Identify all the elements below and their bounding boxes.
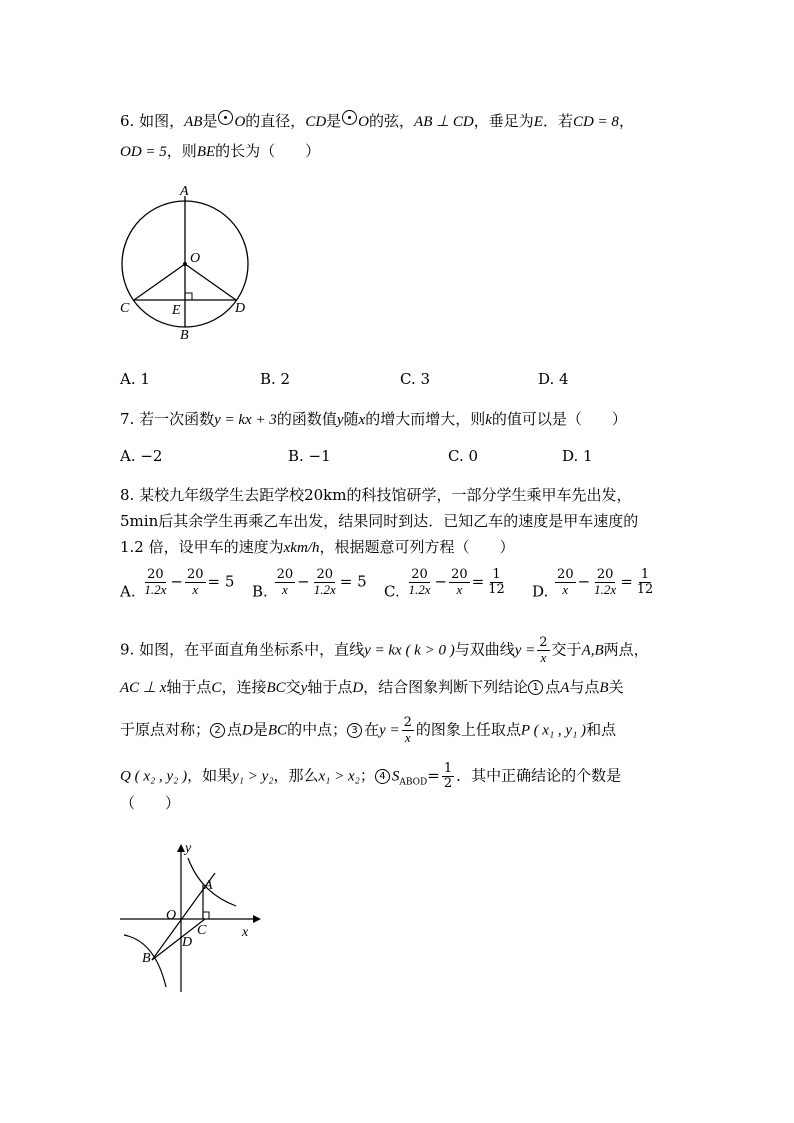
q9-text: ，连接: [221, 678, 267, 696]
q8-line1: [120, 484, 632, 505]
equals-sign: =: [471, 572, 485, 591]
q6-o: O: [234, 114, 246, 130]
denominator: x: [540, 650, 547, 665]
fraction: [555, 568, 576, 597]
q6-option-d[interactable]: D. 4: [538, 370, 569, 388]
q7-x: x: [358, 412, 366, 428]
q6-option-a[interactable]: A. 1: [120, 370, 150, 388]
denominator: x: [192, 582, 199, 597]
q6-text: ．若: [542, 112, 573, 130]
label-a: A: [180, 184, 189, 199]
q6-number: 6.: [120, 112, 135, 130]
label-c: C: [197, 923, 207, 938]
fraction: [402, 716, 414, 745]
q9-text: 与点: [569, 678, 600, 696]
q9-text: 9. 如图，在平面直角坐标系中，直线: [120, 640, 365, 659]
q7-option-c[interactable]: C. 0: [448, 447, 479, 465]
denominator: 1.2x: [313, 582, 336, 597]
q6-cd: CD: [305, 114, 327, 130]
q9-c: C: [211, 680, 222, 696]
q6-ab: AB: [184, 114, 203, 130]
q8-line3: [120, 536, 514, 557]
equals-five: = 5: [339, 572, 367, 591]
q8-option-b-label: B.: [252, 582, 268, 601]
label-d: D: [182, 935, 193, 950]
q9-text: 的图象上任取点: [415, 720, 521, 739]
q9-text: 在: [364, 720, 380, 739]
q6-option-b[interactable]: B. 2: [260, 370, 291, 388]
q8-time: 5min: [120, 512, 159, 530]
fraction: [635, 568, 656, 597]
denominator: x: [456, 582, 463, 597]
q8-dist: 20km: [304, 486, 347, 504]
q8-option-b[interactable]: [252, 568, 367, 601]
q9-bc: BC: [267, 722, 288, 739]
q6-text: ，垂足为: [473, 112, 534, 130]
fraction: [142, 568, 168, 597]
center-dot: [183, 262, 187, 266]
q9-y: y: [300, 680, 308, 696]
numerator: 20: [411, 567, 428, 582]
numerator: 20: [451, 567, 468, 582]
q6-text: 如图，: [139, 112, 185, 130]
q8-option-d-label: D.: [532, 582, 549, 601]
fraction: [486, 568, 507, 597]
q8-text: 后其余学生再乘乙车出发，结果同时到达．已知乙车的速度是甲车速度的: [158, 512, 639, 530]
q9-text: 轴于点: [166, 678, 212, 696]
fraction: [275, 568, 296, 597]
equals-five: = 5: [207, 572, 235, 591]
q9-text: 点: [227, 720, 243, 739]
q6-od5: OD = 5: [120, 144, 167, 160]
q9-result: x₁ > x₂: [318, 768, 360, 785]
q9-ab: A,B: [581, 642, 604, 659]
q9-condition: y₁ > y₂: [232, 768, 274, 785]
label-o: O: [166, 908, 177, 923]
equals-sign: =: [427, 766, 440, 785]
q9-text: ，结合图象判断下列结论: [363, 678, 529, 696]
numerator: 2: [403, 715, 412, 730]
q6-text: 的弦，: [369, 112, 415, 130]
denominator: x: [562, 582, 569, 597]
q6-circle-figure: [110, 180, 290, 350]
q9-text: ，那么: [273, 766, 319, 785]
q6-be: BE: [196, 144, 216, 160]
circled-three-icon: 3: [347, 723, 362, 738]
numerator: 1: [640, 567, 650, 582]
q9-text: 两点，: [603, 640, 649, 659]
denominator: 12: [636, 582, 654, 597]
q6-line2: [120, 140, 320, 161]
fraction: [407, 568, 433, 597]
q7-text: 随: [343, 410, 359, 428]
q6-option-c[interactable]: C. 3: [400, 370, 431, 388]
label-o: O: [190, 251, 201, 266]
q7-func: y = kx + 3: [214, 412, 277, 428]
fraction: [312, 568, 338, 597]
q7-option-a[interactable]: A. −2: [120, 447, 163, 465]
q6-o: O: [358, 114, 370, 130]
q8-speed: xkm/h: [283, 540, 320, 556]
right-angle-mark: [203, 912, 209, 919]
q9-text: 交于: [551, 640, 582, 659]
fraction: [592, 568, 618, 597]
q9-text: 是: [252, 720, 268, 739]
q6-cd8: CD = 8: [572, 114, 619, 130]
denominator: 1.2x: [594, 582, 617, 597]
q9-text: 与双曲线: [454, 640, 515, 659]
q7-text: 7. 若一次函数: [120, 410, 215, 428]
label-x: x: [242, 925, 249, 940]
q6-e: E: [533, 114, 543, 130]
q7-option-d[interactable]: D. 1: [562, 447, 593, 465]
numerator: 20: [276, 567, 294, 582]
numerator: 1: [443, 761, 453, 776]
x-axis-arrow-icon: [253, 915, 261, 923]
q9-line2: [120, 676, 624, 697]
label-b: B: [142, 951, 151, 966]
q9-point-p: P ( x₁ , y₁ ): [520, 722, 587, 739]
circle-dot-icon: [342, 110, 357, 125]
label-c: C: [120, 301, 130, 316]
q9-area-s: S: [391, 768, 400, 785]
q9-text: 和点: [586, 720, 617, 739]
denominator: x: [281, 582, 288, 597]
q8-text: ，根据题意可列方程（ ）: [319, 538, 515, 556]
denominator: x: [404, 730, 411, 745]
q9-point-q: Q ( x₂ , y₂ ): [120, 768, 188, 785]
q6-perp: AB ⊥ CD: [414, 114, 474, 130]
denominator: 1.2x: [144, 582, 167, 597]
fraction: [442, 762, 454, 791]
q6-text: ，: [618, 112, 634, 130]
denominator: 12: [488, 582, 505, 597]
minus-sign: −: [434, 572, 448, 591]
denominator: 1.2x: [408, 582, 431, 597]
q8-option-a-label: A.: [120, 582, 136, 601]
q8-text: 8. 某校九年级学生去距学校: [120, 486, 305, 504]
label-e: E: [172, 303, 181, 318]
segment-oc: [134, 264, 185, 300]
q7-k: k: [485, 412, 492, 428]
fraction: [537, 636, 549, 665]
circled-four-icon: 4: [375, 769, 390, 784]
label-y: y: [185, 841, 192, 856]
q9-a: A: [560, 680, 570, 696]
q9-text: ，如果: [187, 766, 233, 785]
q9-d: D: [352, 680, 364, 696]
minus-sign: −: [297, 572, 310, 591]
q7-y: y: [336, 412, 344, 428]
denominator: 2: [443, 776, 453, 791]
q6-text: 的长为（ ）: [215, 142, 321, 160]
q8-text: 1.2 倍，设甲车的速度为: [120, 538, 284, 556]
q9-line5: （ ）: [120, 794, 181, 812]
q6-line1: [120, 110, 634, 131]
minus-sign: −: [577, 572, 591, 591]
q8-option-c[interactable]: [384, 568, 509, 601]
q9-ac-perp: AC ⊥ x: [120, 680, 167, 696]
q9-area-sub: ABOD: [399, 777, 428, 788]
q9-text: 于原点对称；: [120, 720, 211, 739]
q9-coordinate-figure: [115, 838, 265, 998]
q9-text: 关: [608, 678, 624, 696]
q9-text: 点: [545, 678, 561, 696]
label-b: B: [180, 328, 189, 343]
q7-text: 的函数值: [276, 410, 337, 428]
numerator: 20: [147, 567, 164, 582]
right-angle-mark: [185, 293, 192, 300]
numerator: 20: [596, 567, 614, 582]
q9-text: 轴于点: [307, 678, 353, 696]
q9-text: 的中点；: [287, 720, 348, 739]
q9-d: D: [242, 722, 253, 739]
circled-one-icon: 1: [528, 680, 543, 695]
q7-text: 的增大而增大，则: [365, 410, 486, 428]
q9-bc: BC: [266, 680, 286, 696]
circled-two-icon: 2: [210, 723, 225, 738]
label-a: A: [204, 878, 213, 893]
circle-dot-icon: [218, 110, 233, 125]
numerator: 20: [316, 567, 333, 582]
q9-y-eq: y =: [379, 722, 400, 739]
q8-line2: [120, 510, 638, 531]
q7-line: [120, 408, 627, 429]
q7-text: 的值可以是（ ）: [491, 410, 627, 428]
q9-line3: [120, 716, 616, 745]
q6-text: ，则: [166, 142, 197, 160]
y-axis-arrow-icon: [177, 844, 185, 852]
q9-line4: [120, 762, 621, 791]
q9-b: B: [599, 680, 609, 696]
q6-text: 是: [202, 112, 218, 130]
q9-text: ．其中正确结论的个数是: [456, 766, 622, 785]
q9-text: 交: [285, 678, 301, 696]
q8-option-a[interactable]: [120, 568, 234, 601]
numerator: 2: [539, 635, 548, 650]
q7-option-b[interactable]: B. −1: [288, 447, 331, 465]
q6-text: 是: [326, 112, 342, 130]
q9-text: ；: [359, 766, 375, 785]
q9-y-eq: y =: [514, 642, 536, 659]
q9-line1: [120, 636, 649, 665]
fraction: [449, 568, 470, 597]
q9-line-eq: y = kx ( k > 0 ): [364, 642, 455, 659]
label-d: D: [235, 301, 246, 316]
numerator: 1: [492, 567, 501, 582]
q8-text: 的科技馆研学，一部分学生乘甲车先出发，: [346, 486, 632, 504]
numerator: 20: [557, 567, 574, 582]
equals-sign: =: [620, 572, 633, 591]
fraction: [185, 568, 206, 597]
segment-od: [185, 264, 236, 300]
minus-sign: −: [170, 572, 183, 591]
q8-option-d[interactable]: [532, 568, 657, 601]
numerator: 20: [187, 567, 204, 582]
q8-option-c-label: C.: [384, 582, 400, 601]
q6-text: 的直径，: [245, 112, 306, 130]
